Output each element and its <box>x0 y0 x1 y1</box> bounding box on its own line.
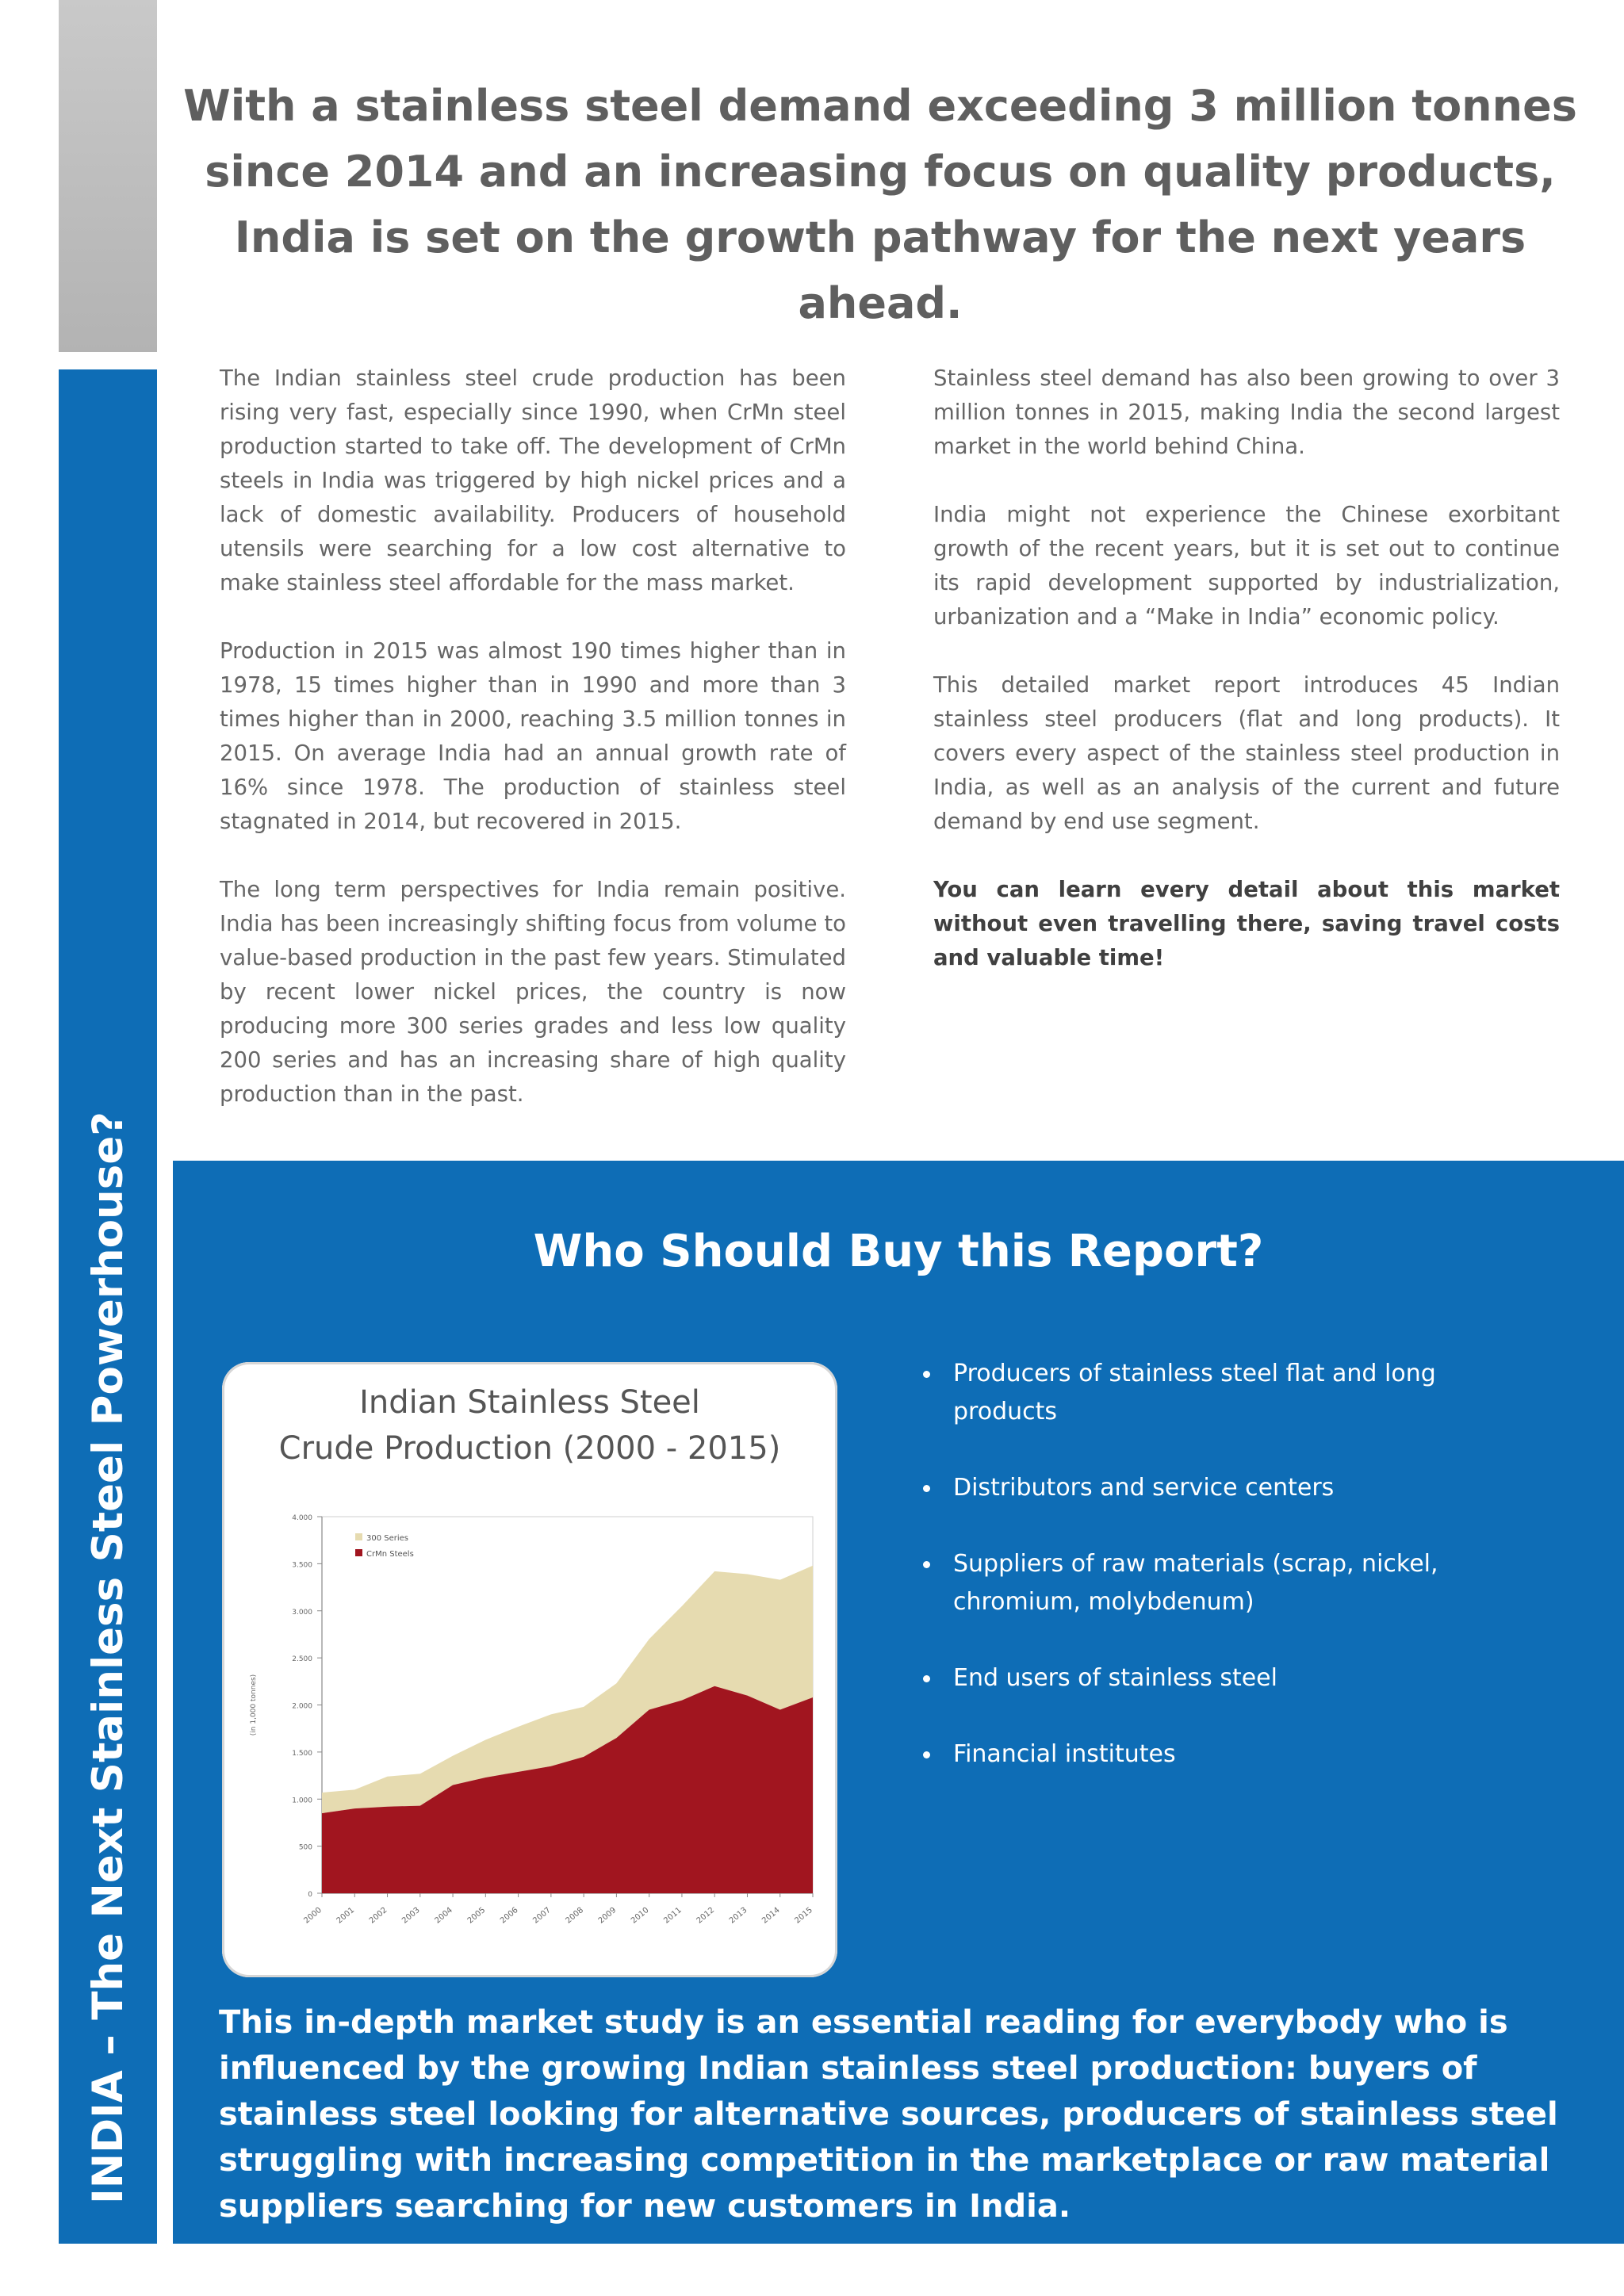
list-item: Suppliers of raw materials (scrap, nickel, chromium, molybdenum) <box>923 1545 1526 1621</box>
paragraph: The Indian stainless steel crude production has been rising very fast, especially since 1990, when CrMn steel production started to take off. The development of CrMn steels in India was triggered by high nickel prices and a lack of domestic availability. Producers of household utensils were searching for a low cost alternative to make stainless steel affordable for the mass market. <box>220 365 846 595</box>
y-axis-label: (in 1,000 tonnes) <box>250 1674 258 1736</box>
paragraph: Production in 2015 was almost 190 times higher than in 1978, 15 times higher than in 1990 and more than 3 times higher than in 2000, reaching 3.5 million tonnes in 2015. On average India had an annual growth rate of 16% since 1978. The production of stainless steel stagnated in 2014, but recovered in 2015. <box>220 638 846 834</box>
list-item: Financial institutes <box>923 1735 1526 1774</box>
y-tick-label: 3.000 <box>292 1608 312 1617</box>
paragraph: The long term perspectives for India remain positive. India has been increasingly shifting focus from volume to value-based production in the past few years. Stimulated by recent lower nickel prices, the country is now producing more 300 series grades and less low quality 200 series and has an increasing share of high quality production than in the past. <box>220 877 846 1107</box>
chart-card <box>222 1362 837 1977</box>
x-tick-label: 2007 <box>531 1905 553 1926</box>
buyer-section <box>173 1161 1624 2244</box>
y-tick-label: 3.500 <box>292 1561 312 1570</box>
y-tick-label: 0 <box>308 1891 312 1899</box>
x-tick-label: 2015 <box>793 1905 814 1926</box>
side-title: INDIA – The Next Stainless Steel Powerhouse? <box>84 1111 132 2204</box>
paragraph: This detailed market report introduces 45 Indian stainless steel producers (flat and long products). It covers every aspect of the stainless steel production in India, as well as an analysis of the current and future demand by end use segment. <box>933 672 1560 834</box>
list-item: Producers of stainless steel flat and long products <box>923 1355 1526 1431</box>
paragraph: Stainless steel demand has also been growing to over 3 million tonnes in 2015, making India the second largest market in the world behind China. <box>933 365 1560 459</box>
buyer-list <box>923 1355 1526 1812</box>
x-tick-label: 2001 <box>335 1905 357 1926</box>
x-tick-label: 2008 <box>564 1905 586 1926</box>
x-tick-label: 2013 <box>727 1905 749 1926</box>
body-left-column <box>220 362 846 1146</box>
x-tick-label: 2002 <box>367 1905 389 1926</box>
paragraph: India might not experience the Chinese exorbitant growth of the recent years, but it is set out to continue its rapid development supported by industrialization, urbanization and a “Make in India” economic policy. <box>933 502 1560 629</box>
summary-text: This in-depth market study is an essential reading for everybody who is influenced by the growing Indian stainless steel production: buyers of stainless steel looking for alternative sources, producers of stainless steel struggling with increasing competition in the marketplace or raw material suppliers searching for new customers in India. <box>219 2004 1558 2225</box>
grey-accent-bar <box>59 0 157 352</box>
x-tick-label: 2012 <box>695 1905 717 1926</box>
legend-label-crmn-steels: CrMn Steels <box>366 1550 414 1559</box>
y-tick-label: 500 <box>298 1843 312 1852</box>
y-tick-label: 2.000 <box>292 1702 312 1711</box>
x-tick-label: 2011 <box>662 1905 684 1926</box>
section-title: Who Should Buy this Report? <box>533 1226 1264 1277</box>
x-tick-label: 2010 <box>630 1905 651 1926</box>
chart-title-line-2: Crude Production (2000 - 2015) <box>278 1430 781 1467</box>
x-tick-label: 2004 <box>433 1905 454 1926</box>
list-item: Distributors and service centers <box>923 1469 1526 1507</box>
legend-swatch-300-series <box>355 1533 362 1540</box>
x-tick-label: 2000 <box>302 1905 324 1926</box>
y-tick-label: 2.500 <box>292 1655 312 1664</box>
callout-paragraph: You can learn every detail about this market without even travelling there, saving travel costs and valuable time! <box>933 877 1560 970</box>
x-tick-label: 2005 <box>465 1905 488 1926</box>
production-chart <box>222 1362 837 1977</box>
list-item: End users of stainless steel <box>923 1659 1526 1697</box>
x-tick-label: 2014 <box>760 1905 782 1926</box>
y-tick-label: 4.000 <box>292 1514 312 1522</box>
body-right-column <box>933 362 1560 1009</box>
x-tick-label: 2006 <box>498 1905 520 1926</box>
legend-label-300-series: 300 Series <box>366 1534 409 1543</box>
x-tick-label: 2009 <box>596 1905 619 1926</box>
headline: With a stainless steel demand exceeding 3 million tonnes since 2014 and an increasing focus on quality products, India is set on the growth pathway for the next years ahead. <box>183 81 1577 328</box>
legend-swatch-crmn-steels <box>355 1549 362 1556</box>
x-tick-label: 2003 <box>400 1905 422 1926</box>
y-tick-label: 1.000 <box>292 1797 312 1805</box>
chart-title-line-1: Indian Stainless Steel <box>359 1384 700 1421</box>
y-tick-label: 1.500 <box>292 1749 312 1758</box>
